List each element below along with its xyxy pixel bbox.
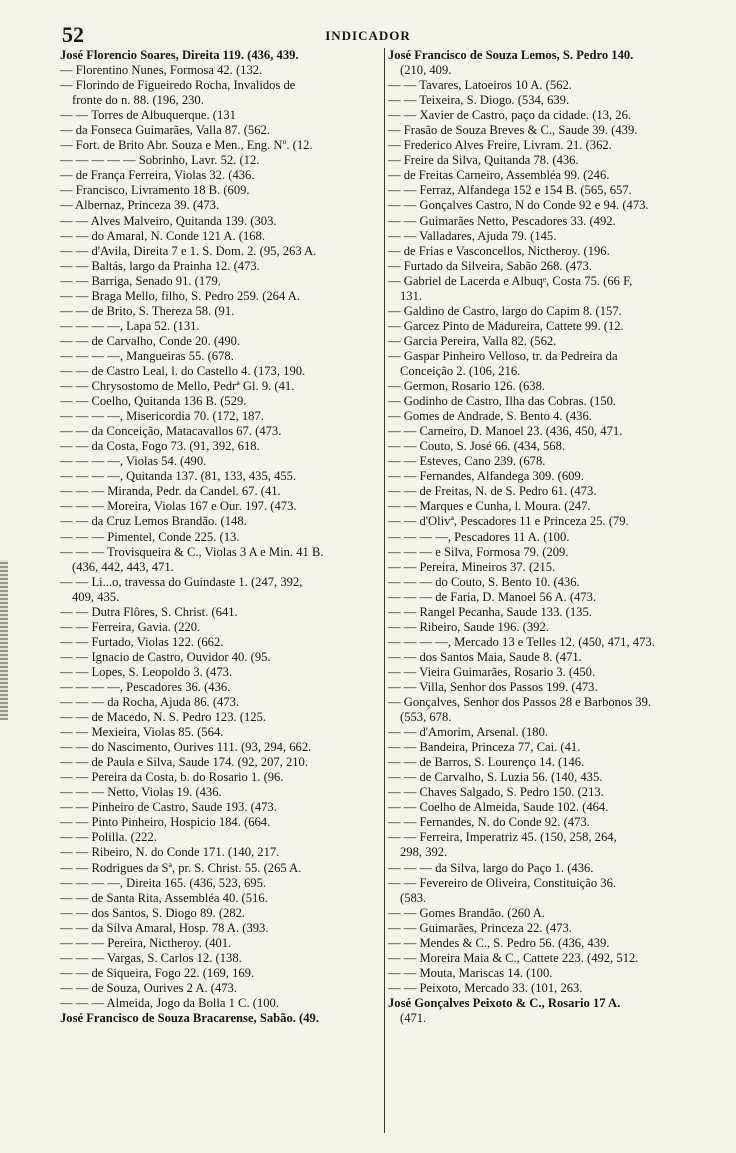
directory-entry: Conceição 2. (106, 216. — [400, 363, 521, 378]
directory-entry: José Francisco de Souza Bracarense, Sabão. (49. — [60, 1011, 319, 1025]
directory-entry: — Fort. de Brito Abr. Souza e Men., Eng. Nº. (12. — [60, 138, 313, 153]
directory-entry: — — Gonçalves Castro, N do Conde 92 e 94. (473. — [388, 198, 649, 213]
directory-entry: — — de Siqueira, Fogo 22. (169, 169. — [60, 965, 255, 980]
directory-entry: — — Peixoto, Mercado 33. (101, 263. — [388, 980, 583, 995]
directory-entry: — — Li...o, travessa do Guindaste 1. (247, 392, — [60, 574, 303, 589]
directory-entry: — Gaspar Pinheiro Velloso, tr. da Pedreira da — [388, 348, 618, 363]
page-number: 52 — [62, 22, 84, 47]
directory-entry: — — — de Faria, D. Manoel 56 A. (473. — [388, 589, 597, 604]
directory-entry: — — Esteves, Cano 239. (678. — [388, 454, 546, 469]
directory-entry: — — — —, Quitanda 137. (81, 133, 435, 455. — [60, 469, 297, 484]
directory-entry: José Francisco de Souza Lemos, S. Pedro 140. — [388, 48, 634, 62]
directory-entry: — — Valladares, Ajuda 79. (145. — [388, 228, 557, 243]
directory-entry: — — do Nascimento, Ourives 111. (93, 294, 662. — [60, 740, 312, 755]
directory-entry: — — — da Silva, largo do Paço 1. (436. — [388, 860, 594, 875]
directory-entry: — Gabriel de Lacerda e Albuqᵉ, Costa 75. (66 F, — [388, 273, 633, 288]
directory-entry: — — — Pimentel, Conde 225. (13. — [60, 529, 240, 544]
directory-entry: — — — Miranda, Pedr. da Candel. 67. (41. — [60, 484, 281, 499]
directory-entry: — Godinho de Castro, Ilha das Cobras. (150. — [388, 394, 617, 409]
directory-entry: — de França Ferreira, Violas 32. (436. — [60, 168, 255, 183]
directory-entry: — — Polilla. (222. — [60, 830, 157, 845]
directory-entry: — de Freitas Carneiro, Assembléa 99. (246. — [388, 168, 610, 183]
directory-entry: — — d'Amorim, Arsenal. (180. — [388, 725, 549, 740]
directory-entry: — Florentino Nunes, Formosa 42. (132. — [60, 63, 263, 78]
directory-entry: (583. — [400, 890, 427, 905]
directory-entry: José Gonçalves Peixoto & C., Rosario 17 A. — [388, 995, 621, 1010]
directory-entry: — — Mouta, Mariscas 14. (100. — [388, 965, 553, 980]
directory-entry: — — Gomes Brandão. (260 A. — [388, 905, 546, 920]
directory-entry: — — — —, Direita 165. (436, 523, 695. — [60, 875, 267, 890]
directory-entry: — — Barriga, Senado 91. (179. — [60, 273, 221, 288]
directory-entry: — — Pinto Pinheiro, Hospicio 184. (664. — [60, 815, 271, 830]
directory-entry: — — de Macedo, N. S. Pedro 123. (125. — [60, 710, 267, 725]
directory-entry: — — Pereira, Mineiros 37. (215. — [388, 559, 556, 574]
directory-entry: — — de Brito, S. Thereza 58. (91. — [60, 303, 235, 318]
directory-entry: — — Torres de Albuquerque. (131 — [60, 108, 236, 123]
directory-entry: — — da Conceição, Matacavallos 67. (473. — [60, 424, 282, 439]
directory-entry: — — Rodrigues da Sª, pr. S. Christ. 55. (265 A. — [60, 860, 302, 875]
directory-entry: — — Xavier de Castro, paço da cidade. (13, 26. — [388, 108, 632, 123]
directory-entry: — — Pinheiro de Castro, Saude 193. (473. — [60, 800, 277, 815]
left-column — [60, 48, 380, 1026]
directory-entry: — — Alves Malveiro, Quitanda 139. (303. — [60, 213, 277, 228]
directory-entry: — — Tavares, Latoeiros 10 A. (562. — [388, 78, 572, 93]
running-head: INDICADOR — [325, 28, 411, 43]
right-column — [388, 48, 708, 1026]
directory-entry: — — — —, Pescadores 36. (436. — [60, 679, 231, 694]
directory-entry: — — Teixeira, S. Diogo. (534, 639. — [388, 93, 570, 108]
directory-entry: — — Ferreira, Gavia. (220. — [60, 619, 201, 634]
directory-entry: — — de Souza, Ourives 2 A. (473. — [60, 980, 237, 995]
directory-entry: — — Carneiro, D. Manoel 23. (436, 450, 471. — [388, 424, 623, 439]
directory-entry: — — Villa, Senhor dos Passos 199. (473. — [388, 679, 598, 694]
directory-entry: — — d'Avila, Direita 7 e 1. S. Dom. 2. (95, 263 A. — [60, 243, 317, 258]
directory-entry: — — dos Santos, S. Diogo 89. (282. — [60, 905, 246, 920]
directory-entry: (553, 678. — [400, 710, 452, 725]
directory-entry: — — Baltás, largo da Prainha 12. (473. — [60, 258, 260, 273]
directory-entry: — — Lopes, S. Leopoldo 3. (473. — [60, 664, 233, 679]
directory-entry: — — Rangel Pecanha, Saude 133. (135. — [388, 604, 592, 619]
directory-entry: — da Fonseca Guimarães, Valla 87. (562. — [60, 123, 270, 138]
directory-entry: — — Chrysostomo de Mello, Pedrª Gl. 9. (41. — [60, 379, 295, 394]
directory-entry: — Albernaz, Princeza 39. (473. — [60, 198, 220, 213]
directory-entry: — — Guimarães Netto, Pescadores 33. (492. — [388, 213, 616, 228]
directory-entry: — Furtado da Silveira, Sabão 268. (473. — [388, 258, 592, 273]
directory-entry: (471. — [400, 1011, 427, 1025]
directory-entry: 409, 435. — [72, 589, 120, 604]
directory-entry: 298, 392. — [400, 845, 448, 860]
directory-entry: — Gomes de Andrade, S. Bento 4. (436. — [388, 409, 592, 424]
directory-entry: — Frederico Alves Freire, Livram. 21. (362. — [388, 138, 612, 153]
directory-entry: — — Fevereiro de Oliveira, Constituição 36. — [388, 875, 617, 890]
directory-entry: — — Braga Mello, filho, S. Pedro 259. (264 A. — [60, 288, 300, 303]
directory-entry: — Florindo de Figueiredo Rocha, Invalidos de — [60, 78, 296, 93]
directory-entry: — Germon, Rosario 126. (638. — [388, 379, 546, 394]
directory-entry: — — — Netto, Violas 19. (436. — [60, 785, 222, 800]
directory-entry: — — Mexieira, Violas 85. (564. — [60, 725, 224, 740]
directory-entry: — — — —, Lapa 52. (131. — [60, 318, 200, 333]
directory-entry: — — Chaves Salgado, S. Pedro 150. (213. — [388, 785, 604, 800]
directory-entry: — Francisco, Livramento 18 B. (609. — [60, 183, 250, 198]
directory-entry: 131. — [400, 288, 423, 303]
column-divider — [384, 48, 385, 1133]
directory-entry: — — de Santa Rita, Assembléa 40. (516. — [60, 890, 268, 905]
directory-entry: — — Vieira Guimarães, Rosario 3. (450. — [388, 664, 596, 679]
directory-entry: — — — —, Violas 54. (490. — [60, 454, 207, 469]
directory-entry: — — — Almeida, Jogo da Bolla 1 C. (100. — [60, 995, 279, 1010]
directory-entry: — — d'Olivª, Pescadores 11 e Princeza 25. (79. — [388, 514, 629, 529]
directory-entry: — — — Vargas, S. Carlos 12. (138. — [60, 950, 242, 965]
directory-entry: — — da Cruz Lemos Brandão. (148. — [60, 514, 247, 529]
directory-entry: — — — Moreira, Violas 167 e Our. 197. (473. — [60, 499, 297, 514]
directory-entry: (436, 442, 443, 471. — [72, 559, 174, 574]
directory-entry: — Garcez Pinto de Madureira, Cattete 99. (12. — [388, 318, 624, 333]
directory-entry: (210, 409. — [400, 63, 452, 78]
directory-entry: — — — —, Mangueiras 55. (678. — [60, 348, 234, 363]
directory-entry: — — Ribeiro, N. do Conde 171. (140, 217. — [60, 845, 280, 860]
directory-entry: — — — —, Pescadores 11 A. (100. — [388, 529, 570, 544]
directory-entry: — de Frias e Vasconcellos, Nictheroy. (196. — [388, 243, 610, 258]
directory-entry: — — — Trovisqueira & C., Violas 3 A e Min. 41 B. — [60, 544, 324, 559]
directory-entry: — — do Amaral, N. Conde 121 A. (168. — [60, 228, 265, 243]
directory-entry: — Freire da Silva, Quitanda 78. (436. — [388, 153, 579, 168]
directory-entry: — — Ferraz, Alfandega 152 e 154 B. (565, 657. — [388, 183, 632, 198]
directory-entry: José Florencio Soares, Direita 119. (436, 439. — [60, 48, 299, 62]
directory-entry: — — — —, Misericordia 70. (172, 187. — [60, 409, 264, 424]
directory-entry: — — Marques e Cunha, l. Moura. (247. — [388, 499, 591, 514]
directory-entry: — — Furtado, Violas 122. (662. — [60, 634, 224, 649]
directory-entry: — — de Carvalho, Conde 20. (490. — [60, 333, 241, 348]
directory-entry: fronte do n. 88. (196, 230. — [72, 93, 204, 108]
directory-entry: — — Dutra Flôres, S. Christ. (641. — [60, 604, 238, 619]
directory-entry: — Garcia Pereira, Valla 82. (562. — [388, 333, 557, 348]
directory-entry: — — dos Santos Maia, Saude 8. (471. — [388, 649, 582, 664]
directory-entry: — — — e Silva, Formosa 79. (209. — [388, 544, 569, 559]
directory-entry: — — da Silva Amaral, Hosp. 78 A. (393. — [60, 920, 269, 935]
directory-entry: — — de Freitas, N. de S. Pedro 61. (473. — [388, 484, 597, 499]
directory-entry: — — Fernandes, Alfandega 309. (609. — [388, 469, 584, 484]
directory-entry: — — Bandeira, Princeza 77, Cai. (41. — [388, 740, 581, 755]
directory-entry: — — Moreira Maia & C., Cattete 223. (492, 512. — [388, 950, 639, 965]
directory-entry: — Gonçalves, Senhor dos Passos 28 e Barbonos 39. — [388, 695, 652, 710]
directory-entry: — Frasão de Souza Breves & C., Saude 39. (439. — [388, 123, 638, 138]
directory-entry: — — Pereira da Costa, b. do Rosario 1. (96. — [60, 770, 284, 785]
directory-entry: — — — da Rocha, Ajuda 86. (473. — [60, 695, 240, 710]
directory-entry: — — — —, Mercado 13 e Telles 12. (450, 471, 473. — [388, 634, 655, 649]
directory-entry: — — de Castro Leal, l. do Castello 4. (173, 190. — [60, 363, 306, 378]
directory-entry: — — Coelho de Almeida, Saude 102. (464. — [388, 800, 609, 815]
directory-entry: — — de Barros, S. Lourenço 14. (146. — [388, 755, 585, 770]
directory-entry: — — Mendes & C., S. Pedro 56. (436, 439. — [388, 935, 610, 950]
directory-entry: — — Coelho, Quitanda 136 B. (529. — [60, 394, 247, 409]
directory-entry: — — — do Couto, S. Bento 10. (436. — [388, 574, 580, 589]
directory-entry: — — — Pereira, Nictheroy. (401. — [60, 935, 232, 950]
directory-entry: — — Fernandes, N. do Conde 92. (473. — [388, 815, 590, 830]
directory-entry: — Galdino de Castro, largo do Capim 8. (157. — [388, 303, 622, 318]
directory-entry: — — Couto, S. José 66. (434, 568. — [388, 439, 566, 454]
directory-entry: — — Ribeiro, Saude 196. (392. — [388, 619, 549, 634]
binding-edge — [0, 560, 8, 720]
directory-entry: — — — — — Sobrinho, Lavr. 52. (12. — [60, 153, 260, 168]
directory-entry: — — Ferreira, Imperatriz 45. (150, 258, 264, — [388, 830, 617, 845]
directory-entry: — — da Costa, Fogo 73. (91, 392, 618. — [60, 439, 260, 454]
directory-entry: — — de Paula e Silva, Saude 174. (92, 207, 210. — [60, 755, 308, 770]
directory-entry: — — Ignacio de Castro, Ouvidor 40. (95. — [60, 649, 271, 664]
directory-entry: — — de Carvalho, S. Luzia 56. (140, 435. — [388, 770, 603, 785]
directory-entry: — — Guimarães, Princeza 22. (473. — [388, 920, 572, 935]
